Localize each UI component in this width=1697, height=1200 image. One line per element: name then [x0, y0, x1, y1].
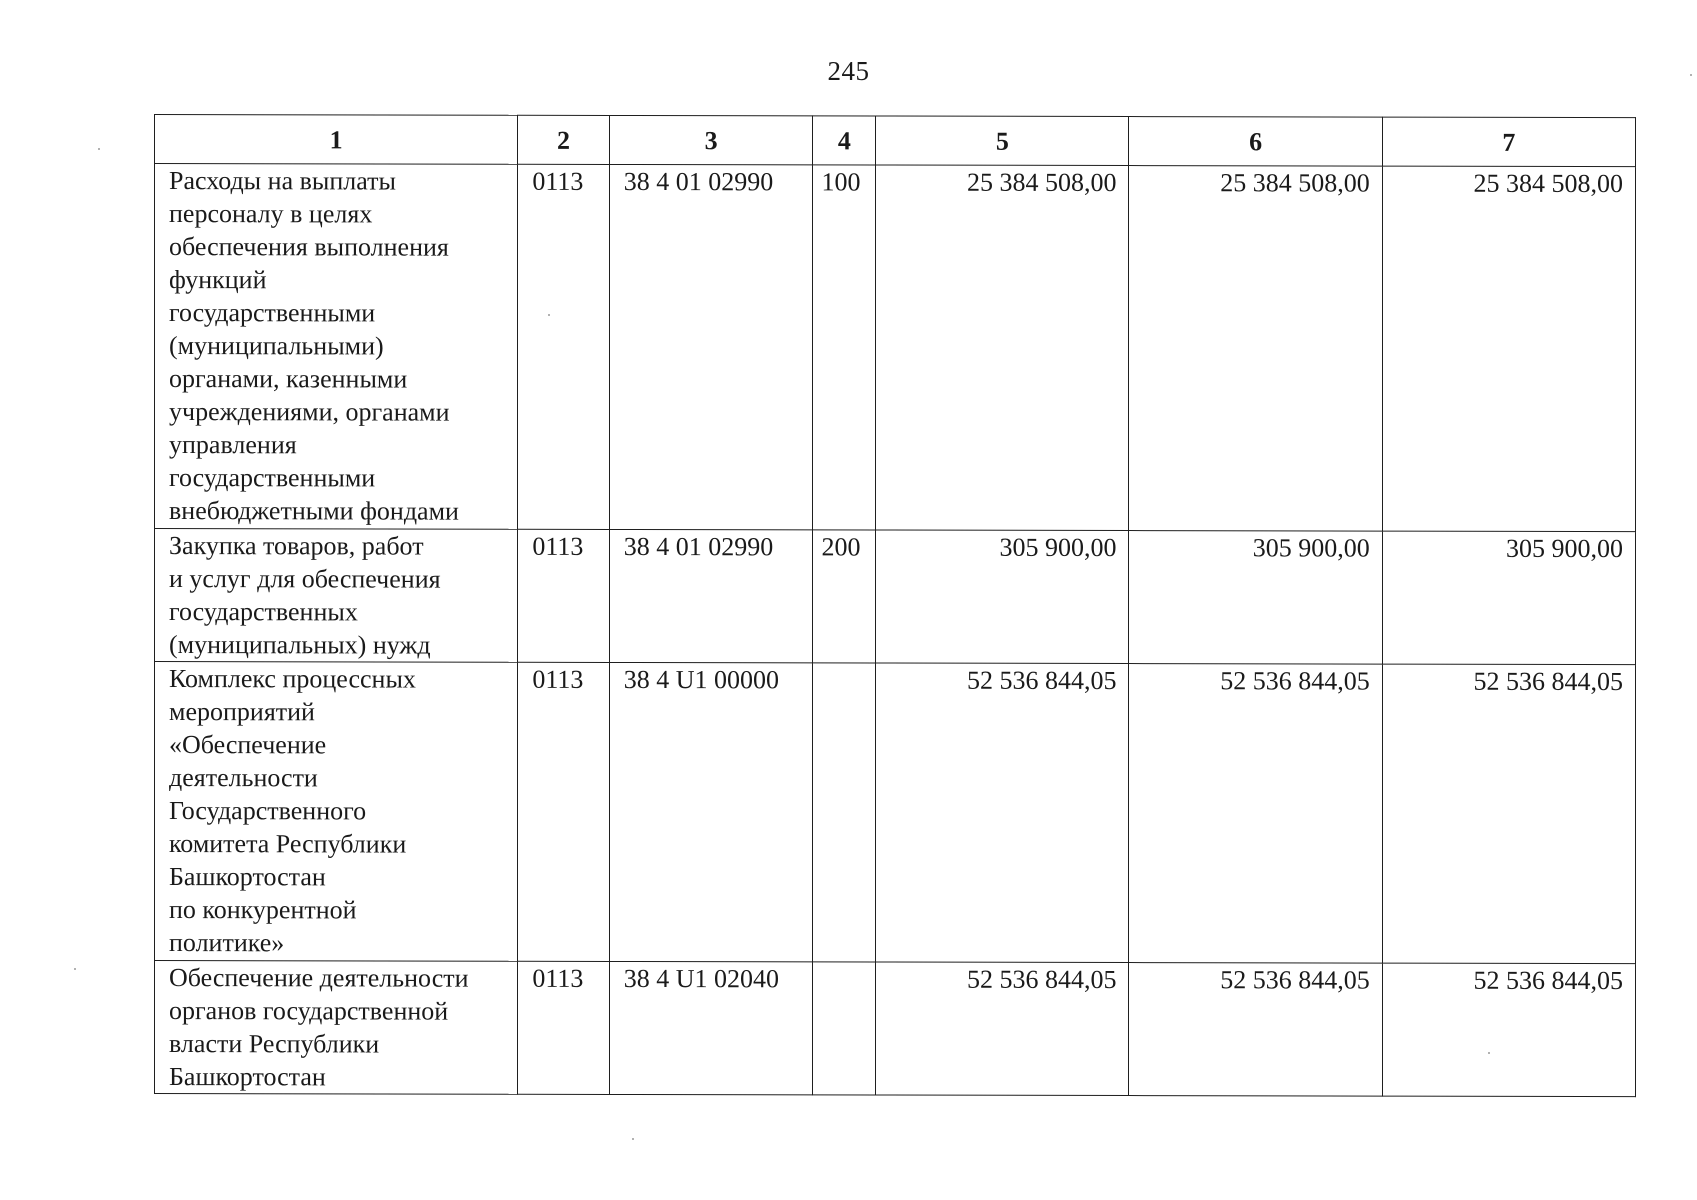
scan-speck [98, 148, 100, 150]
amount-col-5: 52 536 844,05 [876, 962, 1129, 1096]
header-col-7: 7 [1382, 117, 1635, 167]
scan-speck [1690, 74, 1692, 76]
table-row [155, 164, 1636, 532]
header-col-3: 3 [609, 115, 813, 164]
header-col-1: 1 [155, 115, 518, 165]
header-col-5: 5 [876, 116, 1129, 166]
section-code: 0113 [518, 529, 609, 662]
expense-type-code [813, 663, 876, 962]
amount-col-6: 305 900,00 [1129, 531, 1382, 665]
scan-speck [632, 1138, 634, 1140]
amount-col-6: 52 536 844,05 [1129, 664, 1382, 964]
target-code: 38 4 01 02990 [609, 529, 813, 662]
amount-col-7: 52 536 844,05 [1382, 664, 1635, 964]
header-row [155, 115, 1636, 167]
header-col-6: 6 [1129, 117, 1382, 167]
amount-col-6: 52 536 844,05 [1129, 963, 1382, 1097]
page-number: 245 [827, 56, 870, 86]
header-col-4: 4 [813, 116, 876, 165]
amount-col-5: 305 900,00 [876, 530, 1129, 664]
scan-speck [1488, 1052, 1490, 1054]
amount-col-5: 52 536 844,05 [876, 663, 1129, 963]
row-name: Закупка товаров, работ и услуг для обеспечения государственных (муниципальных) нужд [169, 531, 441, 660]
row-name: Комплекс процессных мероприятий «Обеспечение деятельности Государственного комитета Республики Башкортостан по конкурентной политике» [169, 664, 416, 958]
target-code: 38 4 U1 00000 [609, 662, 813, 961]
table-row [155, 662, 1636, 964]
amount-col-6: 25 384 508,00 [1129, 166, 1382, 532]
row-name-cell [155, 164, 518, 530]
expense-type-code: 100 [813, 165, 876, 530]
scan-speck [74, 968, 76, 970]
table-row [155, 961, 1636, 1097]
table-row [155, 529, 1636, 665]
amount-col-5: 25 384 508,00 [876, 165, 1129, 531]
budget-table [154, 114, 1636, 1097]
amount-col-7: 52 536 844,05 [1382, 963, 1635, 1097]
row-name: Обеспечение деятельности органов государственной власти Республики Башкортостан [169, 963, 469, 1092]
scan-speck [548, 314, 550, 316]
row-name-cell [155, 961, 518, 1095]
row-name-cell [155, 529, 518, 663]
row-name-cell [155, 662, 518, 962]
expense-type-code: 200 [813, 530, 876, 663]
target-code: 38 4 01 02990 [609, 164, 813, 529]
section-code: 0113 [518, 164, 609, 529]
amount-col-7: 305 900,00 [1382, 531, 1635, 665]
header-col-2: 2 [518, 115, 609, 164]
section-code: 0113 [518, 961, 609, 1094]
expense-type-code [813, 962, 876, 1095]
target-code: 38 4 U1 02040 [609, 961, 813, 1094]
row-name: Расходы на выплаты персоналу в целях обеспечения выполнения функций государственными (муниципальными) органами, казенными учреждениями, органами управления государственными внебюджетными фондами [169, 166, 459, 526]
section-code: 0113 [518, 662, 609, 961]
amount-col-7: 25 384 508,00 [1382, 166, 1635, 532]
